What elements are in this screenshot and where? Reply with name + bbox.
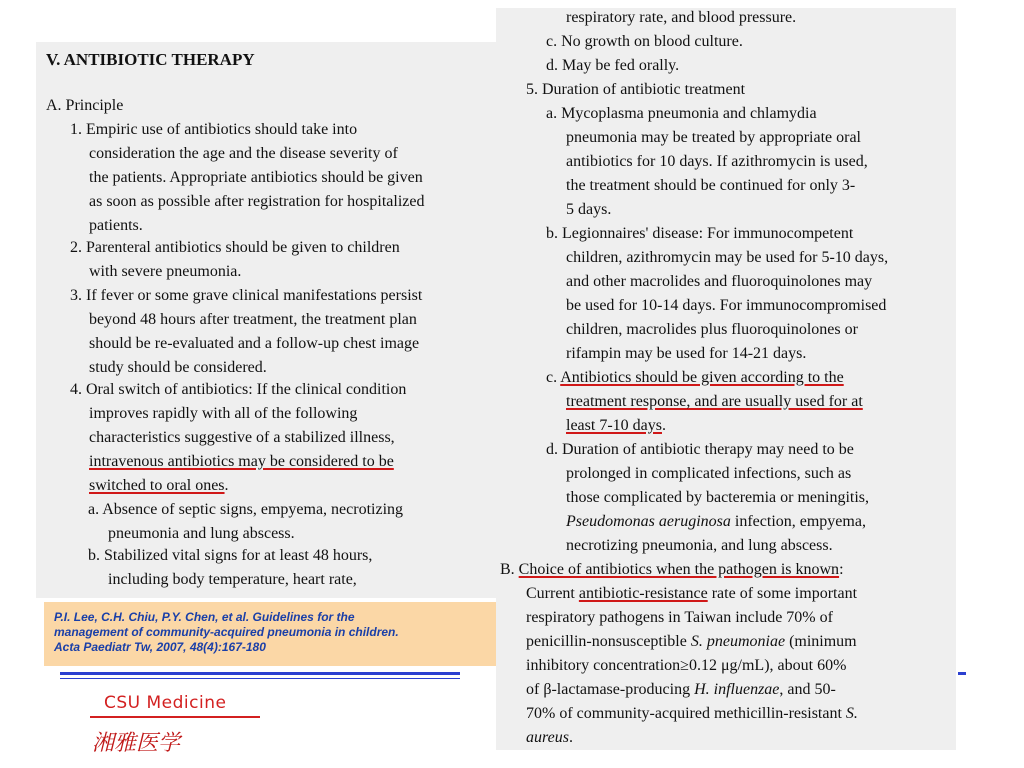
- period: .: [224, 477, 229, 494]
- citation-line: management of community-acquired pneumonia in children.: [54, 625, 399, 639]
- item-d-line: d. May be fed orally.: [546, 57, 680, 74]
- highlighted-text: treatment response, and are usually used for at: [566, 393, 863, 410]
- highlighted-text: intravenous antibiotics may be considered to be: [89, 453, 394, 470]
- item-5a-line: the treatment should be continued for only 3-: [566, 177, 856, 194]
- organism-name: S.: [845, 705, 858, 722]
- period: .: [661, 417, 666, 434]
- highlighted-text: Choice of antibiotics when the pathogen is known: [518, 561, 840, 578]
- item-5d-line: necrotizing pneumonia, and lung abscess.: [566, 537, 833, 554]
- item-5d-line: prolonged in complicated infections, such as: [566, 465, 852, 482]
- section-b-text: rate of some important: [707, 585, 858, 602]
- item-1-line: the patients. Appropriate antibiotics should be given: [89, 169, 423, 186]
- item-5d-line: those complicated by bacteremia or meningitis,: [566, 489, 870, 506]
- citation-line: Acta Paediatr Tw, 2007, 48(4):167-180: [54, 640, 266, 654]
- item-1-line: consideration the age and the disease severity of: [89, 145, 398, 162]
- section-b-line: inhibitory concentration≥0.12 μg/mL), about 60%: [526, 657, 847, 674]
- item-5b-line: be used for 10-14 days. For immunocompromised: [566, 297, 887, 314]
- item-5a-line: antibiotics for 10 days. If azithromycin is used,: [566, 153, 868, 170]
- section-heading: V. ANTIBIOTIC THERAPY: [46, 50, 255, 69]
- logo-underline: [90, 716, 260, 718]
- divider-line: [60, 678, 460, 679]
- item-3-line: 3. If fever or some grave clinical manifestations persist: [70, 287, 423, 304]
- item-4-line: improves rapidly with all of the following: [89, 405, 358, 422]
- highlighted-text: switched to oral ones: [89, 477, 225, 494]
- logo-calligraphy: 湘雅医学: [92, 731, 181, 756]
- section-b-text: (minimum: [785, 633, 857, 650]
- right-text-panel: [496, 8, 956, 750]
- section-b-marker: B.: [500, 561, 519, 578]
- section-b-text: Current: [526, 585, 579, 602]
- section-b-line: [526, 584, 857, 604]
- organism-name: Pseudomonas aeruginosa: [566, 513, 731, 530]
- divider-line: [958, 672, 966, 675]
- item-5b-line: b. Legionnaires' disease: For immunocompetent: [546, 225, 854, 242]
- item-5d-line: [566, 512, 866, 532]
- item-4-line: [89, 476, 229, 496]
- section-b-line: [526, 632, 857, 652]
- item-5b-line: children, macrolides plus fluoroquinolones or: [566, 321, 858, 338]
- item-3-line: study should be considered.: [89, 359, 267, 376]
- item-5d-text: infection, empyema,: [730, 513, 866, 530]
- divider-line: [60, 672, 460, 675]
- organism-name: aureus: [526, 729, 569, 746]
- item-1-line: patients.: [89, 217, 143, 234]
- period: .: [568, 729, 573, 746]
- section-b-heading: [500, 560, 844, 580]
- item-5-line: 5. Duration of antibiotic treatment: [526, 81, 746, 98]
- item-5d-line: d. Duration of antibiotic therapy may need to be: [546, 441, 854, 458]
- item-4a-line: pneumonia and lung abscess.: [108, 525, 295, 542]
- item-5b-line: rifampin may be used for 14-21 days.: [566, 345, 807, 362]
- section-b-line: respiratory pathogens in Taiwan include 70% of: [526, 609, 833, 626]
- logo-text: CSU Medicine: [104, 693, 227, 713]
- section-b-line: [526, 704, 858, 724]
- item-5b-line: and other macrolides and fluoroquinolones may: [566, 273, 873, 290]
- continued-line: respiratory rate, and blood pressure.: [566, 9, 797, 26]
- section-b-line: [526, 680, 836, 700]
- left-text-panel: [36, 42, 496, 598]
- item-4a-line: a. Absence of septic signs, empyema, necrotizing: [88, 501, 404, 518]
- citation-line: P.I. Lee, C.H. Chiu, P.Y. Chen, et al. Guidelines for the: [54, 610, 355, 624]
- citation-box: [44, 602, 496, 666]
- colon: :: [839, 561, 844, 578]
- section-b-text: penicillin-nonsusceptible: [526, 633, 691, 650]
- item-c-line: c. No growth on blood culture.: [546, 33, 743, 50]
- item-1-line: as soon as possible after registration for hospitalized: [89, 193, 425, 210]
- item-5a-line: 5 days.: [566, 201, 612, 218]
- highlighted-text: Antibiotics should be given according to the: [560, 369, 844, 386]
- item-5c-marker: c.: [546, 369, 561, 386]
- item-5c-line: [546, 368, 844, 388]
- item-2-line: 2. Parenteral antibiotics should be given to children: [70, 239, 400, 256]
- item-1-line: 1. Empiric use of antibiotics should take into: [70, 121, 358, 138]
- item-2-line: with severe pneumonia.: [89, 263, 242, 280]
- organism-name: H. influenzae: [694, 681, 780, 698]
- section-b-line: [526, 728, 573, 748]
- item-4b-line: including body temperature, heart rate,: [108, 571, 357, 588]
- item-5a-line: pneumonia may be treated by appropriate oral: [566, 129, 861, 146]
- item-3-line: should be re-evaluated and a follow-up chest image: [89, 335, 420, 352]
- organism-name: S. pneumoniae: [690, 633, 786, 650]
- item-3-line: beyond 48 hours after treatment, the treatment plan: [89, 311, 417, 328]
- item-5a-line: a. Mycoplasma pneumonia and chlamydia: [546, 105, 817, 122]
- item-5b-line: children, azithromycin may be used for 5-10 days,: [566, 249, 889, 266]
- section-b-text: , and 50-: [779, 681, 836, 698]
- item-4-line: characteristics suggestive of a stabilized illness,: [89, 429, 395, 446]
- item-4-line: 4. Oral switch of antibiotics: If the clinical condition: [70, 381, 407, 398]
- highlighted-text: antibiotic-resistance: [578, 585, 708, 602]
- highlighted-text: least 7-10 days: [566, 417, 662, 434]
- item-4b-line: b. Stabilized vital signs for at least 48 hours,: [88, 547, 373, 564]
- section-b-text: of β-lactamase-producing: [526, 681, 695, 698]
- item-5c-line: [566, 416, 666, 436]
- section-b-text: 70% of community-acquired methicillin-resistant: [526, 705, 846, 722]
- principle-heading: A. Principle: [46, 97, 124, 114]
